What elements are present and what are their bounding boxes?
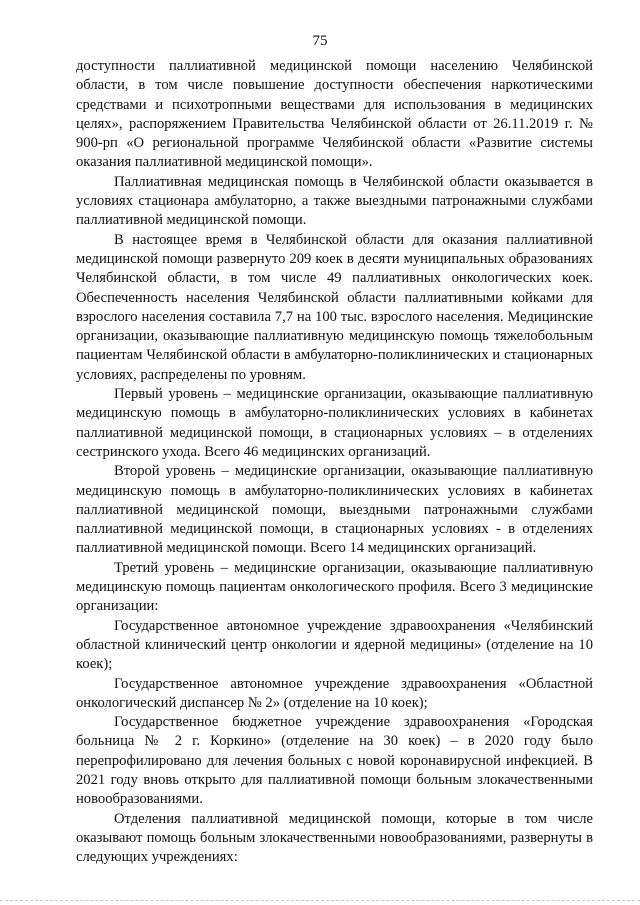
paragraph-institution-1: Государственное автономное учреждение здравоохранения «Челябинский областной клинический центр онкологии и ядерной медицины» (отделение на 10 коек); xyxy=(76,617,593,673)
paragraph-second-level: Второй уровень – медицинские организации, оказывающие паллиативную медицинскую помощь в амбулаторно-поликлинических условиях в кабинетах паллиативной медицинской помощи, выездными патронажными службами паллиативной медицинской помощи, в стационарных условиях - в отделениях паллиативной медицинской помощи. Всего 14 медицинских организаций. xyxy=(76,463,593,557)
page-number: 75 xyxy=(312,33,328,49)
paragraph-institution-2: Государственное автономное учреждение здравоохранения «Областной онкологический диспансер № 2» (отделение на 10 коек); xyxy=(76,675,593,711)
paragraph-departments-intro: Отделения паллиативной медицинской помощи, которые в том числе оказывают помощь больным злокачественными новообразованиями, развернуты в следующих учреждениях: xyxy=(76,810,593,866)
paragraph-first-level: Первый уровень – медицинские организации, оказывающие паллиативную медицинскую помощь в амбулаторно-поликлинических условиях в кабинетах паллиативной медицинской помощи, в стационарных условиях – в отделениях сестринского ухода. Всего 46 медицинских организаций. xyxy=(76,386,593,460)
page-bottom-edge xyxy=(0,900,640,902)
document-body xyxy=(76,57,593,867)
paragraph-bed-capacity: В настоящее время в Челябинской области для оказания паллиативной медицинской помощи развернуто 209 коек в десяти муниципальных образованиях Челябинской области, в том числе 49 паллиативных онкологических коек. Обеспеченность населения Челябинской области паллиативными койками для взрослого населения составила 7,7 на 100 тыс. взрослого населения. Медицинские организации, оказывающие паллиативную медицинскую помощь тяжелобольным пациентам Челябинской области в амбулаторно-поликлинических и стационарных условиях, распределены по уровням. xyxy=(76,231,593,383)
paragraph-palliative-care-provision: Паллиативная медицинская помощь в Челябинской области оказывается в условиях стационара амбулаторно, а также выездными патронажными службами паллиативной медицинской помощи. xyxy=(76,173,593,229)
paragraph-institution-3: Государственное бюджетное учреждение здравоохранения «Городская больница № 2 г. Коркино» (отделение на 30 коек) – в 2020 году было перепрофилировано для лечения больных с новой коронавирусной инфекцией. В 2021 году вновь открыто для паллиативной помощи больным злокачественными новообразованиями. xyxy=(76,714,593,808)
paragraph-continuation: доступности паллиативной медицинской помощи населению Челябинской области, в том числе повышение доступности обеспечения наркотическими средствами и психотропными веществами для использования в медицинских целях», распоряжением Правительства Челябинской области от 26.11.2019 г. № 900-рп «О региональной программе Челябинской области «Развитие системы оказания паллиативной медицинской помощи». xyxy=(76,58,593,171)
paragraph-third-level: Третий уровень – медицинские организации, оказывающие паллиативную медицинскую помощь пациентам онкологического профиля. Всего 3 медицинские организации: xyxy=(76,559,593,615)
